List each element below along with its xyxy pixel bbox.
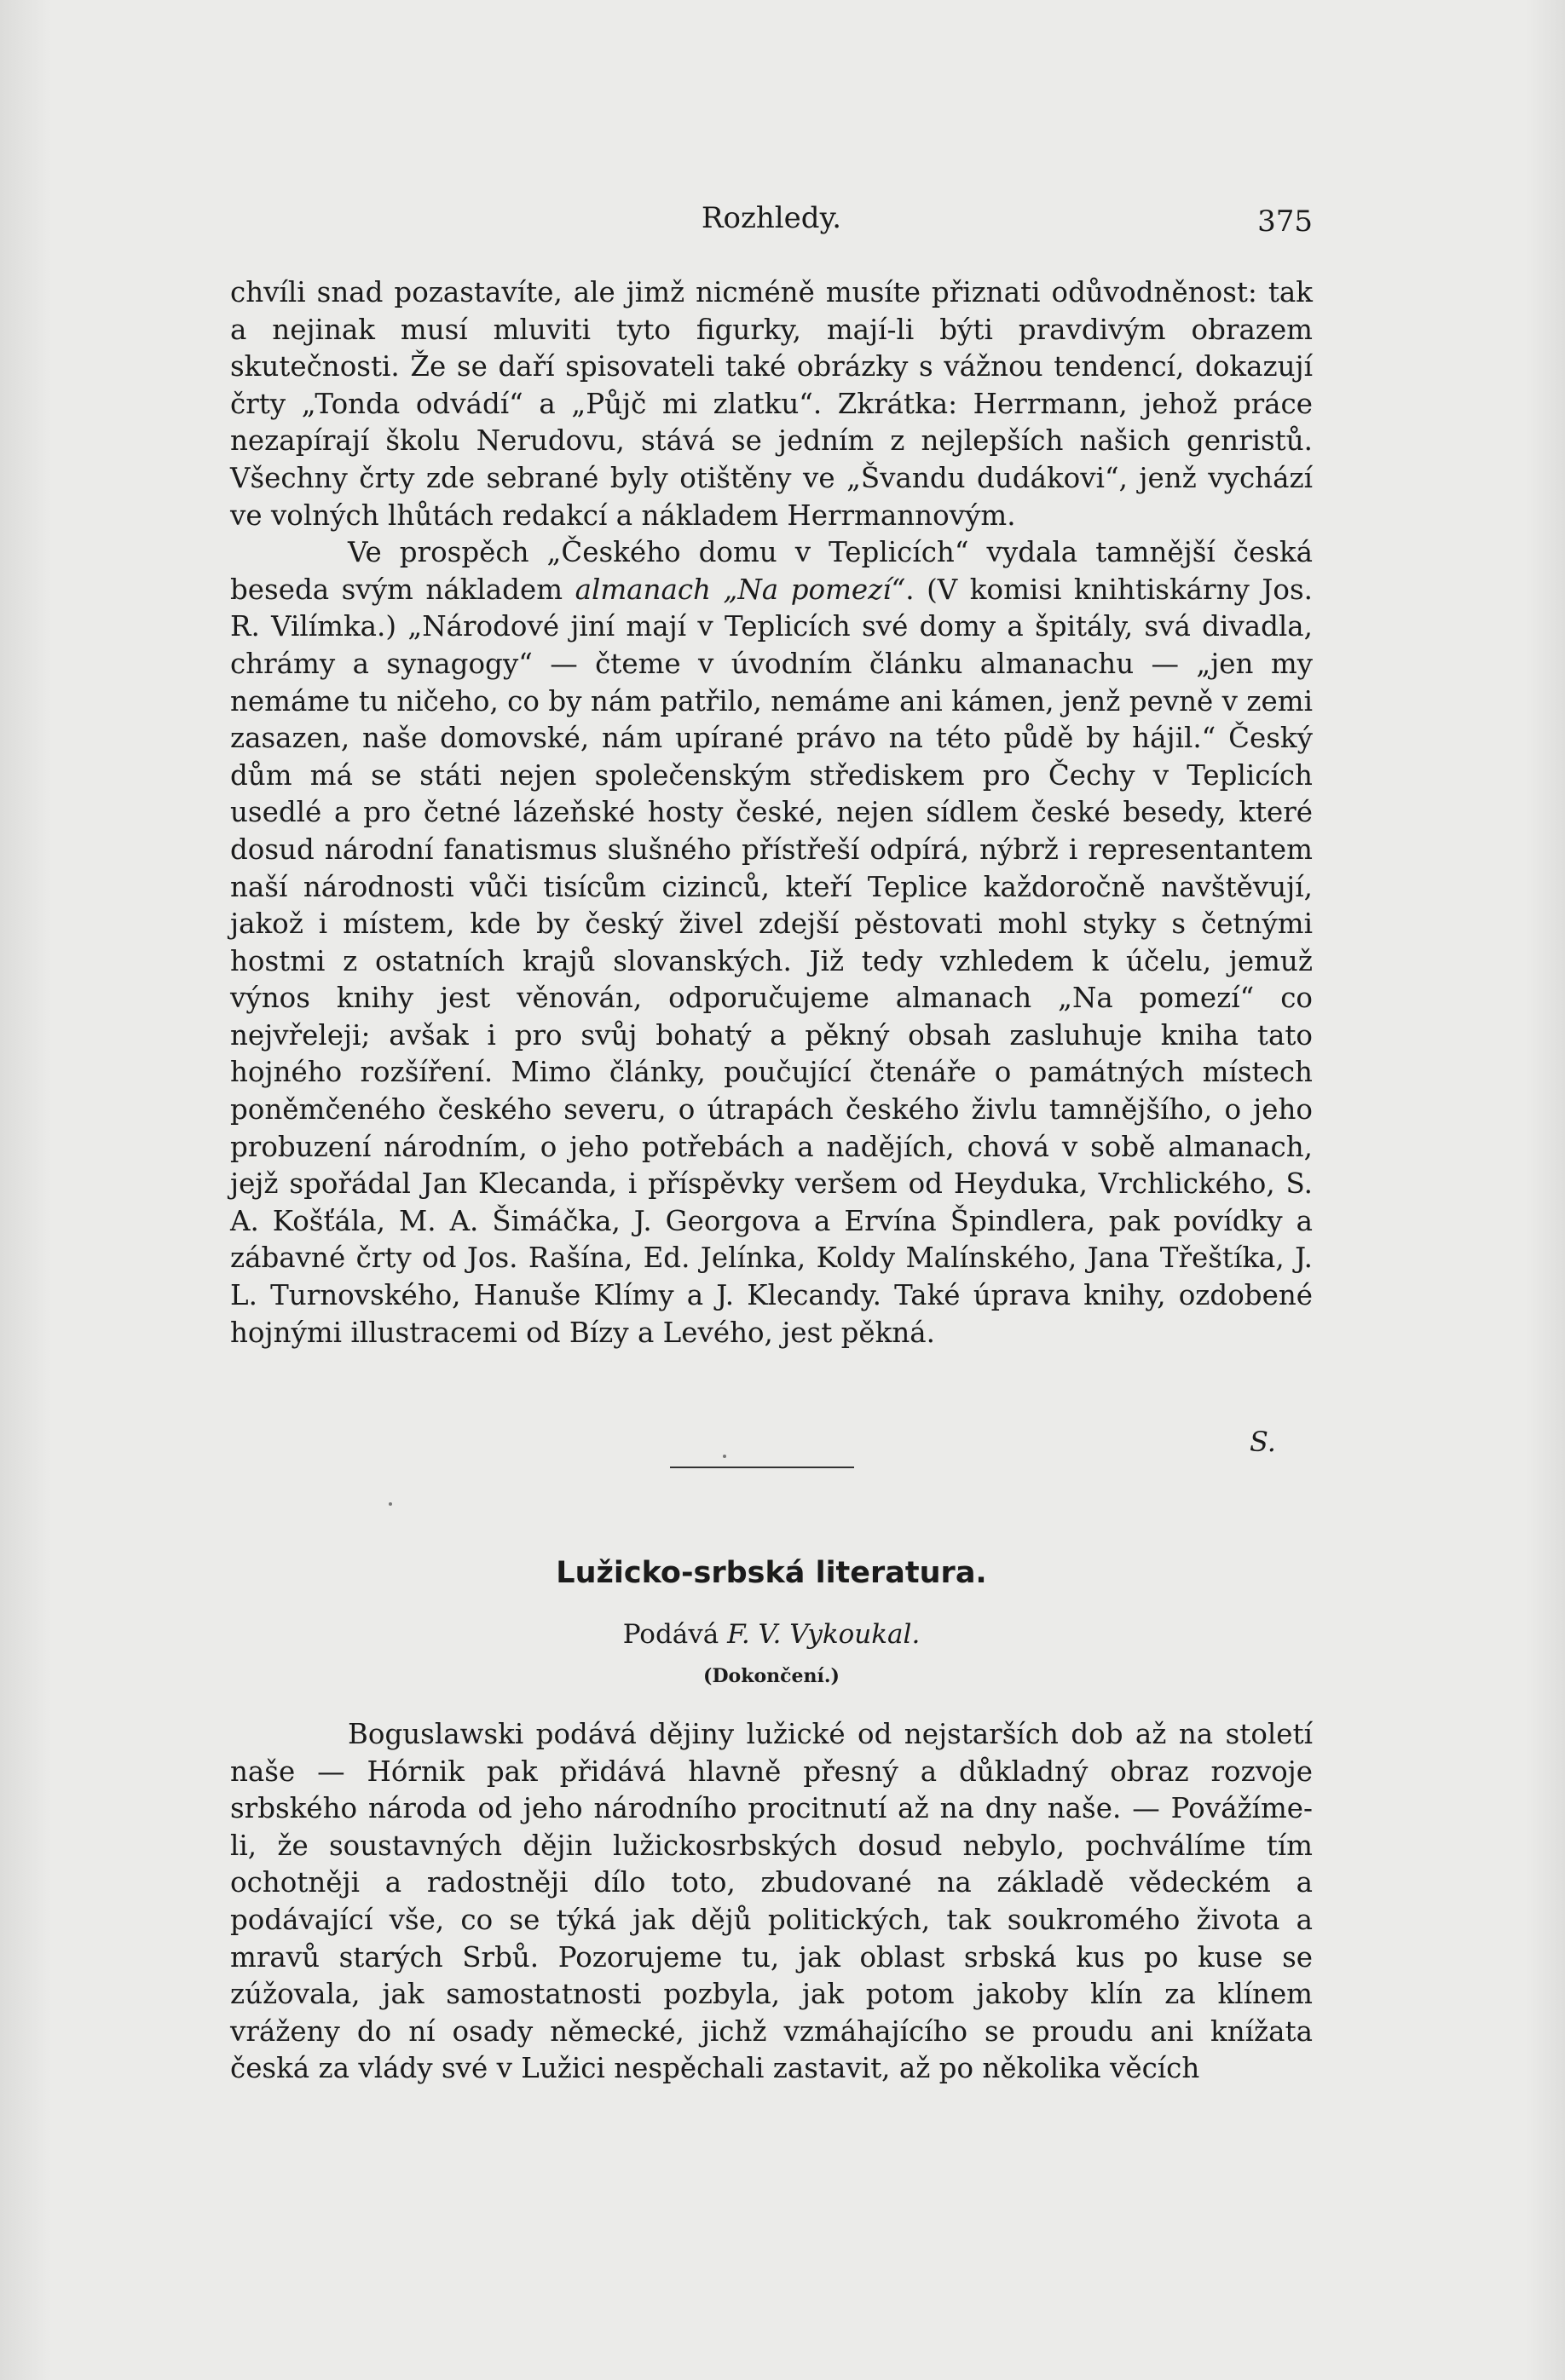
print-speck: [723, 1455, 726, 1458]
print-speck: [389, 1502, 392, 1506]
page-number: 375: [1257, 205, 1313, 239]
paragraph-almanac: [230, 534, 1313, 1351]
running-title: Rozhledy.: [701, 201, 842, 235]
paragraph-herrmann: chvíli snad pozastavíte, ale jimž nicméně musíte přiznati odůvodněnost: tak a nejinak musí mluviti tyto figurky, mají-li býti pravdivým obrazem skutečnosti. Že se daří spisovateli také obrázky s vážnou tendencí, dokazují črty „Tonda odvádí“ a „Půjč mi zlatku“. Zkrátka: Herrmann, jehož práce nezapírají školu Nerudovu, stává se jedním z nejlepších našich genristů. Všechny črty zde sebrané byly otištěny ve „Švandu dudákovi“, jenž vychází ve volných lhůtách redakcí a nákladem Herrmannovým.: [230, 276, 1313, 532]
paragraph-boguslawski: Boguslawski podává dějiny lužické od nejstarších dob až na století naše — Hórnik pak přidává hlavně přesný a důkladný obraz rozvoje srbského národa od jeho národního procitnutí až na dny naše. — Povážíme-li, že soustavných dějin lužickosrbských dosud nebylo, pochválíme tím ochotněji a radostněji dílo toto, zbudované na základě vědeckém a podávající vše, co se týká jak dějů politických, tak soukromého života a mravů starých Srbů. Pozorujeme tu, jak oblast srbská kus po kuse se zúžovala, jak samostatnosti pozbyla, jak potom jakoby klín za klínem vráženy do ní osady německé, jichž vzmáhajícího se proudu ani knížata česká za vlády své v Lužici nespěchali zastavit, až po několika věcích: [230, 1718, 1313, 2085]
running-head: [230, 201, 1313, 244]
byline-author: F. V. Vykoukal.: [727, 1619, 921, 1650]
review-signature: S.: [1250, 1426, 1276, 1458]
section-byline: [230, 1619, 1313, 1650]
section-divider: [670, 1467, 854, 1468]
almanac-text-before: Ve prospěch „Českého domu v Teplicích“ vydala tamnější česká beseda svým nákladem: [230, 536, 1313, 606]
byline-prefix: Podává: [622, 1619, 719, 1650]
review-text-block: [230, 274, 1313, 1351]
continuation-note: (Dokončení.): [703, 1665, 840, 1687]
almanac-title: almanach „Na pomezí“: [575, 573, 906, 606]
section-title: Lužicko-srbská literatura.: [556, 1556, 987, 1590]
almanac-text-after: . (V komisi knihtiskárny Jos. R. Vilímka.) „Národové jiní mají v Teplicích své domy a špitály, svá divadla, chrámy a synagogy“ — čteme v úvodním článku almanachu — „jen my nemáme tu ničeho, co by nám patřilo, nemáme ani kámen, jenž pevně v zemi zasazen, naše domovské, nám upírané právo na této půdě by hájil.“ Český dům má se státi nejen společenským střediskem pro Čechy v Teplicích usedlé a pro četné lázeňské hosty české, nejen sídlem české besedy, které dosud národní fanatismus slušného přístřeší odpírá, nýbrž i representantem naší národnosti vůči tisícům cizinců, kteří Teplice každoročně navštěvují, jakož i místem, kde by český živel zdejší pěstovati mohl styky s četnými hostmi z ostatních krajů slovanských. Již tedy vzhledem k účelu, jemuž výnos knihy jest věnován, odporučujeme almanach „Na pomezí“ co nejvřeleji; avšak i pro svůj bohatý a pěkný obsah zasluhuje kniha tato hojného rozšíření. Mimo články, poučující čtenáře o památných místech poněmčeného českého severu, o útrapách českého živlu tamnějšího, o jeho probuzení národním, o jeho potřebách a nadějích, chová v sobě almanach, jejž spořádal Jan Klecanda, i příspěvky veršem od Heyduka, Vrchlického, S. A. Košťála, M. A. Šimáčka, J. Georgova a Ervína Špindlera, pak povídky a zábavné črty od Jos. Rašína, Ed. Jelínka, Koldy Malínského, Jana Třeštíka, J. L. Turnovského, Hanuše Klímy a J. Klecandy. Také úprava knihy, ozdobené hojnými illustracemi od Bízy a Levého, jest pěkná.: [230, 573, 1314, 1349]
section-body: [230, 1716, 1313, 2088]
